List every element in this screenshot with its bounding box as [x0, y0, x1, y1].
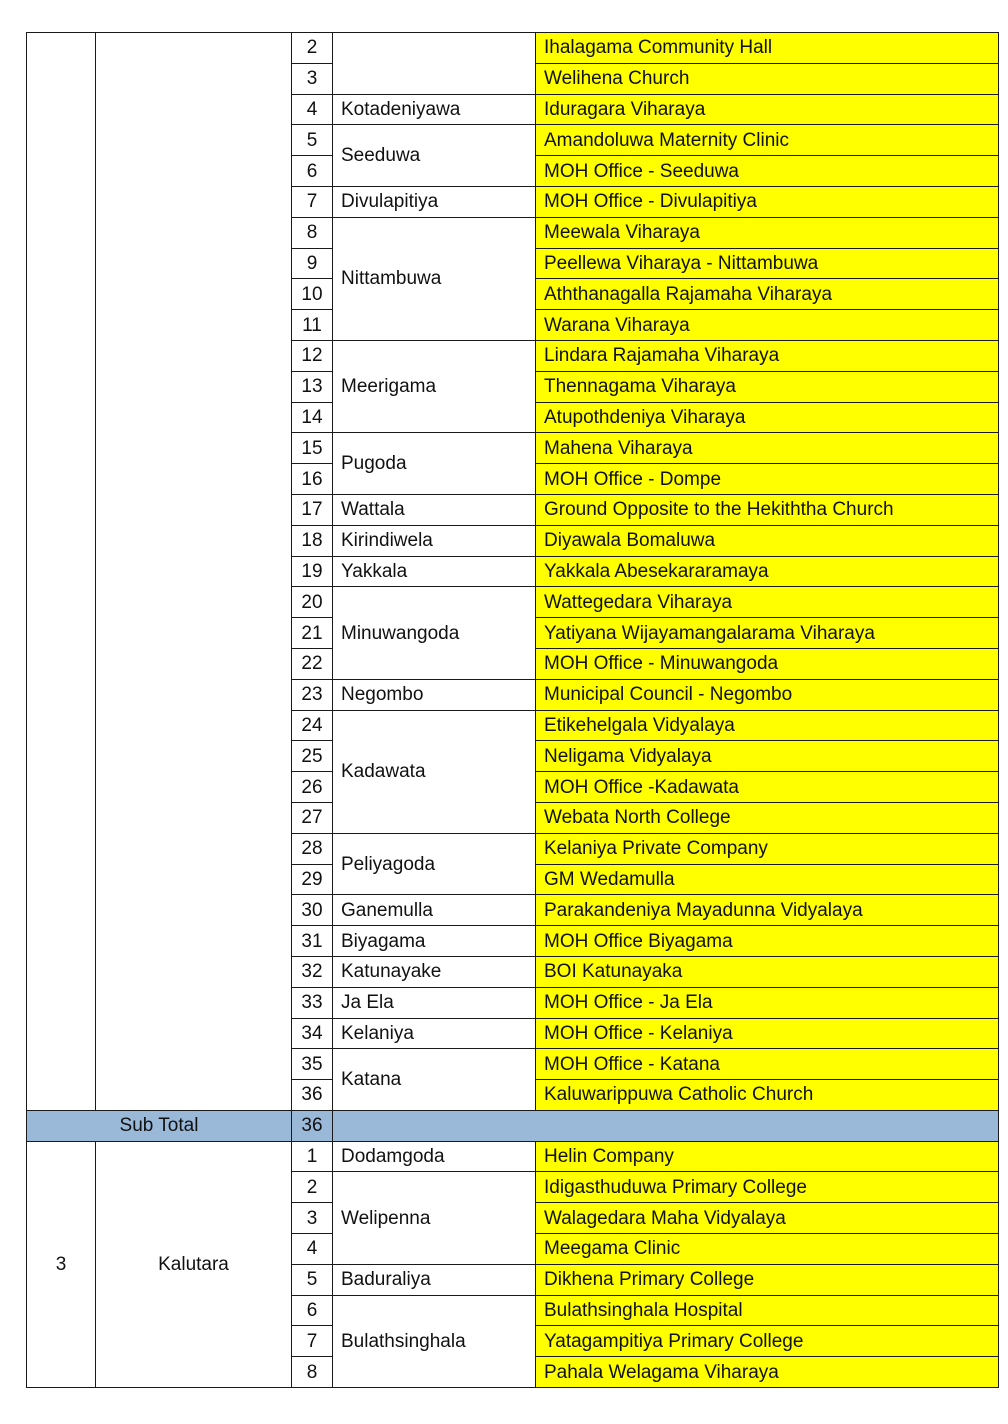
center-number: 14	[292, 402, 333, 433]
moh-area: Kadawata	[333, 710, 536, 833]
moh-area: Divulapitiya	[333, 186, 536, 217]
moh-area: Kirindiwela	[333, 525, 536, 556]
moh-area: Ja Ela	[333, 987, 536, 1018]
moh-area: Dodamgoda	[333, 1141, 536, 1172]
vaccination-center: Aththanagalla Rajamaha Viharaya	[536, 279, 999, 310]
vaccination-center: Helin Company	[536, 1141, 999, 1172]
vaccination-center: MOH Office - Minuwangoda	[536, 648, 999, 679]
center-number: 33	[292, 987, 333, 1018]
vaccination-center: Yatiyana Wijayamangalarama Viharaya	[536, 618, 999, 649]
vaccination-center: Diyawala Bomaluwa	[536, 525, 999, 556]
center-number: 7	[292, 1326, 333, 1357]
vaccination-center: Amandoluwa Maternity Clinic	[536, 125, 999, 156]
moh-area: Bulathsinghala	[333, 1295, 536, 1387]
moh-area: Ganemulla	[333, 895, 536, 926]
vaccination-center: Webata North College	[536, 802, 999, 833]
center-number: 12	[292, 340, 333, 371]
moh-area: Negombo	[333, 679, 536, 710]
center-number: 5	[292, 125, 333, 156]
center-number: 5	[292, 1264, 333, 1295]
center-number: 34	[292, 1018, 333, 1049]
vaccination-center: Etikehelgala Vidyalaya	[536, 710, 999, 741]
center-number: 22	[292, 648, 333, 679]
vaccination-center: GM Wedamulla	[536, 864, 999, 895]
vaccination-center: MOH Office Biyagama	[536, 926, 999, 957]
moh-area: Minuwangoda	[333, 587, 536, 679]
center-number: 10	[292, 279, 333, 310]
vaccination-center: Iduragara Viharaya	[536, 94, 999, 125]
center-number: 8	[292, 1357, 333, 1388]
vaccination-center: MOH Office - Dompe	[536, 464, 999, 495]
vaccination-center: Meegama Clinic	[536, 1234, 999, 1265]
center-number: 32	[292, 956, 333, 987]
vaccination-center: Welihena Church	[536, 63, 999, 94]
vaccination-center: Idigasthuduwa Primary College	[536, 1172, 999, 1203]
vaccination-center: Parakandeniya Mayadunna Vidyalaya	[536, 895, 999, 926]
center-number: 1	[292, 1141, 333, 1172]
vaccination-center: Walagedara Maha Vidyalaya	[536, 1203, 999, 1234]
subtotal-row	[27, 1110, 999, 1141]
center-number: 8	[292, 217, 333, 248]
moh-area: Biyagama	[333, 926, 536, 957]
subtotal-value: 36	[292, 1110, 333, 1141]
center-number: 2	[292, 1172, 333, 1203]
vaccination-center: Yatagampitiya Primary College	[536, 1326, 999, 1357]
moh-area: Yakkala	[333, 556, 536, 587]
vaccination-center: Atupothdeniya Viharaya	[536, 402, 999, 433]
vaccination-center: Kaluwarippuwa Catholic Church	[536, 1080, 999, 1111]
moh-area: Katana	[333, 1049, 536, 1111]
vaccination-center: Bulathsinghala Hospital	[536, 1295, 999, 1326]
center-number: 20	[292, 587, 333, 618]
center-number: 16	[292, 464, 333, 495]
vaccination-center: Kelaniya Private Company	[536, 833, 999, 864]
center-number: 13	[292, 371, 333, 402]
center-number: 26	[292, 772, 333, 803]
center-number: 4	[292, 94, 333, 125]
moh-area: Wattala	[333, 494, 536, 525]
moh-area: Kelaniya	[333, 1018, 536, 1049]
vaccination-center: Yakkala Abesekararamaya	[536, 556, 999, 587]
center-number: 36	[292, 1080, 333, 1111]
vaccination-center: MOH Office - Katana	[536, 1049, 999, 1080]
center-number: 18	[292, 525, 333, 556]
table-row	[27, 1141, 999, 1172]
moh-area: Kotadeniyawa	[333, 94, 536, 125]
district-cell	[96, 33, 292, 1111]
vaccination-center: Thennagama Viharaya	[536, 371, 999, 402]
center-number: 27	[292, 802, 333, 833]
moh-area: Katunayake	[333, 956, 536, 987]
vaccination-center: Mahena Viharaya	[536, 433, 999, 464]
center-number: 28	[292, 833, 333, 864]
center-number: 9	[292, 248, 333, 279]
vaccination-center: Municipal Council - Negombo	[536, 679, 999, 710]
moh-area: Nittambuwa	[333, 217, 536, 340]
vaccination-center: MOH Office - Ja Ela	[536, 987, 999, 1018]
vaccination-center: Peellewa Viharaya - Nittambuwa	[536, 248, 999, 279]
subtotal-label: Sub Total	[27, 1110, 292, 1141]
moh-area: Seeduwa	[333, 125, 536, 187]
vaccination-center: Lindara Rajamaha Viharaya	[536, 340, 999, 371]
moh-area: Baduraliya	[333, 1264, 536, 1295]
center-number: 4	[292, 1234, 333, 1265]
center-number: 19	[292, 556, 333, 587]
center-number: 3	[292, 63, 333, 94]
vaccination-centers-table	[26, 32, 999, 1388]
vaccination-center: Ihalagama Community Hall	[536, 33, 999, 64]
center-number: 29	[292, 864, 333, 895]
vaccination-center: Meewala Viharaya	[536, 217, 999, 248]
vaccination-center: BOI Katunayaka	[536, 956, 999, 987]
center-number: 25	[292, 741, 333, 772]
center-number: 35	[292, 1049, 333, 1080]
vaccination-center: Wattegedara Viharaya	[536, 587, 999, 618]
center-number: 6	[292, 1295, 333, 1326]
moh-area: Meerigama	[333, 340, 536, 432]
vaccination-center: Dikhena Primary College	[536, 1264, 999, 1295]
center-number: 6	[292, 156, 333, 187]
moh-area: Pugoda	[333, 433, 536, 495]
center-number: 24	[292, 710, 333, 741]
vaccination-center: MOH Office - Seeduwa	[536, 156, 999, 187]
center-number: 23	[292, 679, 333, 710]
subtotal-empty	[333, 1110, 999, 1141]
moh-area	[333, 33, 536, 95]
serial-number-cell: 3	[27, 1141, 96, 1387]
center-number: 15	[292, 433, 333, 464]
vaccination-center: Ground Opposite to the Hekiththa Church	[536, 494, 999, 525]
center-number: 17	[292, 494, 333, 525]
table-row	[27, 33, 999, 64]
moh-area: Welipenna	[333, 1172, 536, 1264]
center-number: 2	[292, 33, 333, 64]
district-cell: Kalutara	[96, 1141, 292, 1387]
center-number: 30	[292, 895, 333, 926]
center-number: 31	[292, 926, 333, 957]
vaccination-center: MOH Office - Kelaniya	[536, 1018, 999, 1049]
vaccination-center: Pahala Welagama Viharaya	[536, 1357, 999, 1388]
vaccination-center: Warana Viharaya	[536, 310, 999, 341]
center-number: 21	[292, 618, 333, 649]
center-number: 11	[292, 310, 333, 341]
vaccination-center: MOH Office - Divulapitiya	[536, 186, 999, 217]
center-number: 3	[292, 1203, 333, 1234]
vaccination-center: MOH Office -Kadawata	[536, 772, 999, 803]
center-number: 7	[292, 186, 333, 217]
vaccination-center: Neligama Vidyalaya	[536, 741, 999, 772]
serial-number-cell	[27, 33, 96, 1111]
moh-area: Peliyagoda	[333, 833, 536, 895]
